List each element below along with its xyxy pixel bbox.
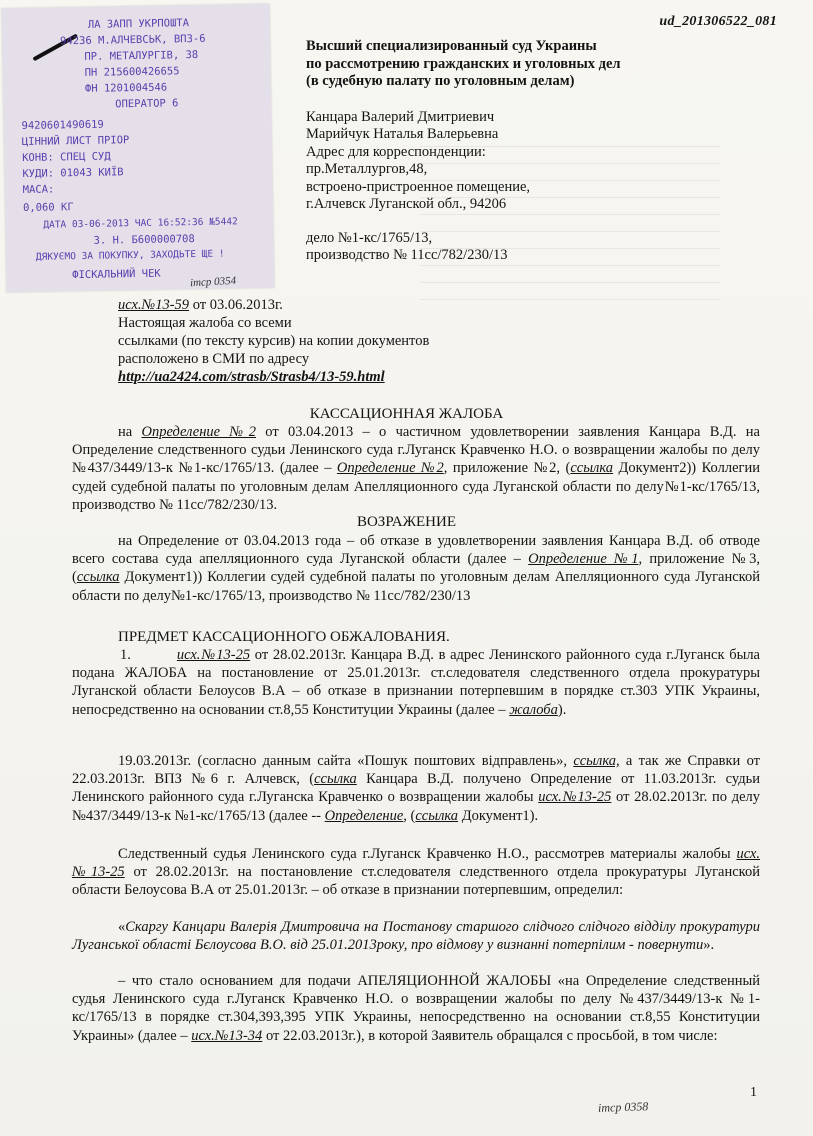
text: , (	[403, 807, 416, 824]
text: от 03.04.2013 – о частичном удовлетворении заявления Канцара В.Д. на Определение следственного судьи Ленинского суда г.Луганск Кравченко Н.О. о возвращении жалобы по делу №437/3449/13-к №1-кс/1765/13. (далее –	[72, 424, 760, 477]
handwritten-note: imcp 0358	[597, 1099, 649, 1115]
document-link[interactable]: ссылка	[314, 771, 357, 788]
text: , приложение №2, (	[443, 460, 571, 477]
text: на Определение от 03.04.2013 года – об отказе в удовлетворении заявления Канцара В.Д. об отводе всего состава суда апелляционного суда Луганской области (далее –	[72, 533, 760, 568]
outgoing-ref-link[interactable]: исх.№13-25	[538, 789, 612, 806]
stamp-line: З. Н. Б600000708	[93, 233, 195, 247]
page-number: 1	[750, 1085, 757, 1100]
text: , приложение №3, (	[72, 551, 760, 586]
text: ).	[557, 701, 567, 718]
text: Документ1).	[458, 807, 539, 824]
stamp-line: 0,060 КГ	[22, 201, 74, 215]
sender-line: Адрес для корреспонденции:	[306, 143, 486, 160]
stamp-line: МАСА:	[22, 183, 55, 197]
outgoing-ref-link[interactable]: исх.№13-34	[191, 1027, 263, 1044]
sender-line: Марийчук Наталья Валерьевна	[306, 126, 499, 142]
stamp-line: ПН 215600426655	[84, 65, 180, 79]
text: а так же Справки от 22.03.2013г. ВПЗ №6 г. Алчевск, (	[72, 753, 761, 788]
outgoing-ref-link[interactable]: исх.№13-59	[118, 297, 190, 313]
outgoing-ref-date: от 03.06.2013г.	[189, 297, 283, 313]
quote-mark: ».	[703, 937, 715, 954]
court-name-line: по рассмотрению гражданских и уголовных дел	[306, 55, 621, 72]
case-line: дело №1-кс/1765/13,	[306, 229, 433, 246]
item-1-paragraph	[72, 646, 760, 719]
tracking-link[interactable]: ссылка,	[573, 753, 620, 769]
item-number: 1.	[120, 647, 131, 663]
outgoing-ref-link[interactable]: исх.№13-25	[176, 647, 251, 663]
text: от 22.03.2013г.), в которой Заявитель обращался с просьбой, в том числе:	[262, 1027, 718, 1044]
stamp-line: ДЯКУЄМО ЗА ПОКУПКУ, ЗАХОДЬТЕ ЩЕ !	[35, 248, 225, 263]
text: Следственный судья Ленинского суда г.Луганск Кравченко Н.О., рассмотрев материалы жалобы	[118, 846, 737, 862]
ruling-2-link[interactable]: Определение №2	[336, 460, 444, 477]
cassation-paragraph	[72, 423, 760, 514]
stamp-line: ЦІННИЙ ЛИСТ ПРІОР	[21, 134, 130, 149]
court-name-line: (в судебную палату по уголовным делам)	[306, 73, 575, 89]
text: Документ1)) Коллегии судей судебной палаты по уголовным делам Апелляционного суда Луганской области по делу№1-кс/1765/13, производство № 11сс/782/230/13	[72, 569, 760, 604]
outgoing-ref-link[interactable]: исх.№13-25	[72, 846, 760, 881]
document-link[interactable]: ссылка	[76, 569, 120, 586]
judge-paragraph	[72, 845, 760, 900]
text: на	[118, 424, 142, 440]
ruling-2-link[interactable]: Определение №2	[141, 424, 256, 440]
appeal-paragraph	[72, 972, 760, 1045]
addressee-block	[306, 38, 776, 265]
stamp-line: ПР. МЕТАЛУРГІВ, 38	[84, 48, 199, 63]
intro-line: Настоящая жалоба со всеми	[118, 315, 292, 331]
stamp-line: КОНВ: СПЕЦ СУД	[22, 150, 111, 165]
stamp-line: 9420601490619	[21, 118, 104, 133]
court-name-line: Высший специализированный суд Украины	[306, 38, 597, 54]
sender-line: встроено-пристроенное помещение,	[306, 178, 531, 195]
sender-line: пр.Металлургов,48,	[306, 161, 428, 177]
ruling-1-link[interactable]: Определение №1	[528, 551, 639, 568]
document-id: ud_201306522_081	[659, 14, 777, 29]
document-link[interactable]: ссылка	[570, 460, 614, 477]
case-line: производство № 11сс/782/230/13	[306, 247, 508, 263]
quote-mark: «	[118, 919, 126, 935]
text: 19.03.2013г. (согласно данным сайта «Пошук поштових відправлень»,	[118, 753, 574, 769]
section-title-cassation: КАССАЦИОННАЯ ЖАЛОБА	[309, 406, 504, 422]
intro-block	[118, 296, 538, 386]
intro-line: ссылками (по тексту курсив) на копии документов	[118, 333, 430, 349]
stamp-line: ЛА ЗАПП УКРПОШТА	[87, 17, 190, 31]
stamp-line: ФІСКАЛЬНИЙ ЧЕК	[72, 267, 161, 282]
stamp-line: 94236 М.АЛЧЕВСЬК, ВПЗ-6	[60, 32, 206, 48]
text: от 28.02.2013г. Канцара В.Д. в адрес Ленинского районного суда г.Луганск была подана ЖАЛОБА на постановление от 25.01.2013г. ст.следователя следственного отдела прокуратуры Луганской области Белоусов В.А – об отказе в признании потерпевшим в порядке ст.303 УПК Украины, непосредственно на основании ст.8,55 Конституции Украины (далее –	[72, 647, 760, 718]
complaint-link[interactable]: жалоба	[509, 701, 558, 718]
handwritten-note: imcp 0354	[189, 274, 237, 290]
text: Канцара В.Д. получено Определение от 11.03.2013г. судьи Ленинского районного суда г.Луганска Кравченко о возвращении жалобы	[72, 771, 760, 806]
text: – что стало основанием для подачи АПЕЛЯЦИОННОЙ ЖАЛОБЫ «на Определение следственный судья Ленинского суда г.Луганск Кравченко Н.О. о возвращении жалобы по делу №437/3449/13-к №1-кс/1765/13 в порядке ст.304,393,395 УПК Украины, непосредственно на основании ст.8,55 Конституции Украины» (далее –	[72, 973, 760, 1044]
text: от 28.02.2013г. по делу №437/3449/13-к №1-кс/1765/13 (далее --	[72, 789, 760, 824]
postal-receipt-stamp	[2, 4, 275, 293]
media-url-link[interactable]: http://ua2424.com/strasb/Strasb4/13-59.html	[118, 369, 385, 385]
ruling-quote	[72, 918, 760, 954]
text: Документ2)) Коллегии судей судебной палаты по уголовным делам Апелляционного суда Луганской области по делу№1-кс/1765/13, производство № 11сс/782/230/13.	[72, 460, 760, 513]
subject-heading: ПРЕДМЕТ КАССАЦИОННОГО ОБЖАЛОВАНИЯ.	[118, 629, 450, 645]
ruling-link[interactable]: Определение	[324, 807, 404, 824]
quote-text: Скаргу Канцари Валерія Дмитровича на Постанову старшого слідчого слідчого відділу прокуратури Луганської області Бєлоусова В.О. від 25.01.2013року, про відмову у визнанні потерпілим - повернути	[72, 919, 760, 954]
section-title-objection: ВОЗРАЖЕНИЕ	[356, 514, 457, 530]
sender-line: Канцара Валерий Дмитриевич	[306, 108, 495, 125]
objection-paragraph	[72, 532, 760, 605]
stamp-line: ОПЕРАТОР 6	[115, 97, 179, 111]
sender-line: г.Алчевск Луганской обл., 94206	[306, 196, 507, 212]
stamp-line: ДАТА 03-06-2013 ЧАС 16:52:36 №5442	[43, 216, 238, 231]
stamp-line: КУДИ: 01043 КИЇВ	[22, 166, 124, 181]
document-link[interactable]: ссылка	[415, 807, 459, 824]
stamp-line: ФН 1201004546	[84, 81, 168, 95]
intro-line: расположено в СМИ по адресу	[118, 351, 310, 367]
receipt-paragraph	[72, 752, 760, 825]
text: от 28.02.2013г. на постановление ст.следователя следственного отдела прокуратуры Луганской области Белоусова В.А от 25.01.2013г. – об отказе в признании потерпевшим, определил:	[72, 864, 760, 899]
